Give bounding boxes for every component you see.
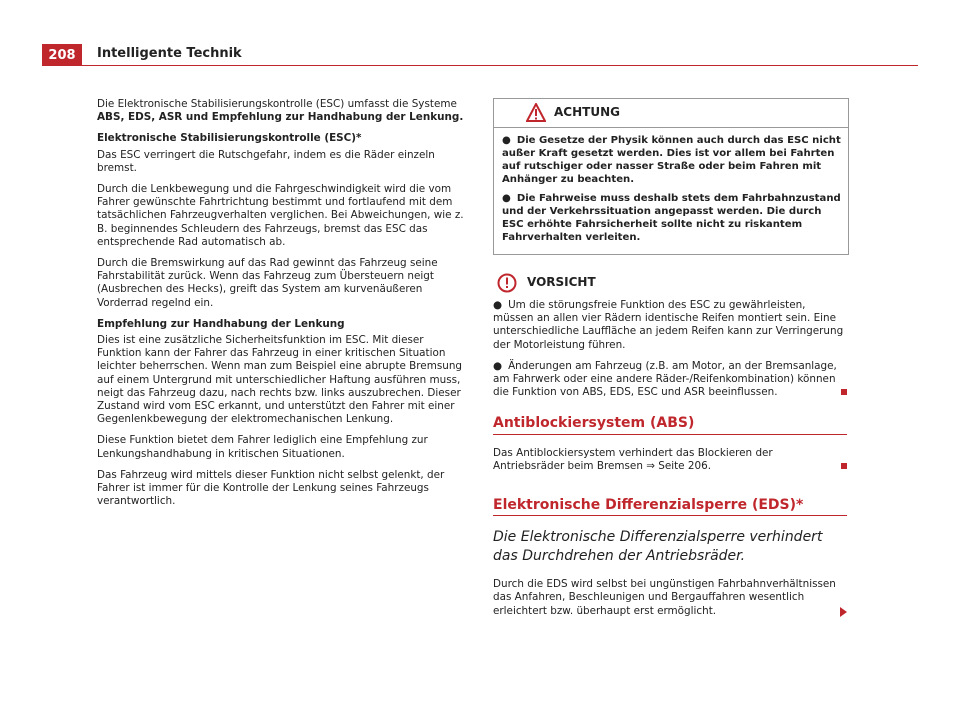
intro-paragraph: Die Elektronische Stabilisierungskontrolle (ESC) umfasst die Systeme ABS, EDS, ASR und Empfehlung zur Handhabung der Lenkung. — [97, 98, 464, 124]
chapter-title: Intelligente Technik — [97, 46, 242, 61]
eds-intro: Die Elektronische Differenzialsperre verhindert das Durchdrehen der Antriebsräder. — [493, 529, 823, 565]
section-end-mark — [841, 463, 847, 469]
steering-heading: Empfehlung zur Handhabung der Lenkung — [97, 317, 345, 330]
abs-paragraph: Das Antiblockiersystem verhindert das Blockieren der Antriebsräder beim Bremsen ⇒ Seite 206. — [493, 447, 847, 473]
caution-item: ● Änderungen am Fahrzeug (z.B. am Motor, an der Bremsanlage, am Fahrwerk oder eine andere Räder-/Reifenkombination) können die Funktion von ABS, EDS, ESC und ASR beeinflussen. — [493, 360, 847, 400]
steering-paragraph-1: Dies ist eine zusätzliche Sicherheitsfunktion im ESC. Mit dieser Funktion kann der Fahrer das Fahrzeug in einer kritischen Situation leichter beherrschen. Wenn man zum Beispiel eine abrupte Bremsung auf einem Untergrund mit unterschiedlicher Haftung ausführen muss, neigt das Fahrzeug dazu, nach rechts bzw. links auszubrechen. Dieser Zustand wird vom ESC erkannt, und unterstützt den Fahrer mit einer Gegenlenkbewegung der elektromechanischen Lenkung. — [97, 334, 463, 426]
caution-title: VORSICHT — [527, 275, 596, 290]
section-end-mark — [841, 389, 847, 395]
steering-paragraph-2: Diese Funktion bietet dem Fahrer lediglich eine Empfehlung zur Lenkungshandhabung in kritischen Situationen. — [97, 434, 428, 460]
right-column — [493, 98, 847, 626]
caution-header — [497, 273, 847, 293]
warning-title: ACHTUNG — [554, 105, 620, 120]
continue-arrow-icon — [840, 607, 847, 617]
esc-paragraph-1: Das ESC verringert die Rutschgefahr, indem es die Räder einzeln bremst. — [97, 148, 435, 174]
warning-item: ● Die Fahrweise muss deshalb stets dem Fahrbahnzustand und der Verkehrssituation angepasst werden. Die durch ESC erhöhte Fahrsicherheit sollte nicht zu riskantem Fahrverhalten verleiten. — [502, 193, 841, 243]
page-header — [0, 0, 960, 70]
eds-paragraph: Durch die EDS wird selbst bei ungünstigen Fahrbahnverhältnissen das Anfahren, Beschleunigen und Bergauffahren wesentlich erleichtert bzw. überhaupt erst ermöglicht. — [493, 578, 847, 618]
header-rule — [82, 65, 918, 66]
caution-block — [493, 273, 847, 399]
left-column — [97, 98, 469, 516]
esc-paragraph-3: Durch die Bremswirkung auf das Rad gewinnt das Fahrzeug seine Fahrstabilität zurück. Wenn das Fahrzeug zum Übersteuern neigt (Ausbrechen des Hecks), greift das System am kurvenäußeren Vorderrad regelnd ein. — [97, 257, 438, 309]
warning-body — [494, 128, 848, 254]
esc-heading: Elektronische Stabilisierungskontrolle (ESC)* — [97, 132, 362, 145]
steering-paragraph-3: Das Fahrzeug wird mittels dieser Funktion nicht selbst gelenkt, der Fahrer ist immer für die Kontrolle der Lenkung seines Fahrzeugs verantwortlich. — [97, 468, 445, 508]
caution-item: ● Um die störungsfreie Funktion des ESC zu gewährleisten, müssen an allen vier Rädern identische Reifen montiert sein. Eine unterschiedliche Lauffläche an jedem Reifen kann zur Verringerung der Motorleistung führen. — [493, 299, 844, 351]
esc-paragraph-2: Durch die Lenkbewegung und die Fahrgeschwindigkeit wird die vom Fahrer gewünschte Fahrtrichtung bestimmt und fortlaufend mit dem tatsächlichen Fahrzeugverhalten verglichen. Bei Abweichungen, wie z. B. beginnendes Schleudern des Fahrzeugs, bremst das ESC das entsprechende Rad automatisch ab. — [97, 183, 464, 248]
page-number: 208 — [42, 44, 82, 66]
abs-section-title: Antiblockiersystem (ABS) — [493, 417, 847, 434]
eds-section-title: Elektronische Differenzialsperre (EDS)* — [493, 499, 847, 516]
warning-box — [493, 98, 849, 255]
warning-header — [494, 99, 848, 128]
caution-circle-icon — [497, 273, 517, 293]
warning-triangle-icon — [526, 103, 546, 123]
warning-item: ● Die Gesetze der Physik können auch durch das ESC nicht außer Kraft gesetzt werden. Dies ist vor allem bei Fahrten auf rutschiger oder nasser Straße oder beim Fahren mit Anhänger zu beachten. — [502, 135, 841, 185]
